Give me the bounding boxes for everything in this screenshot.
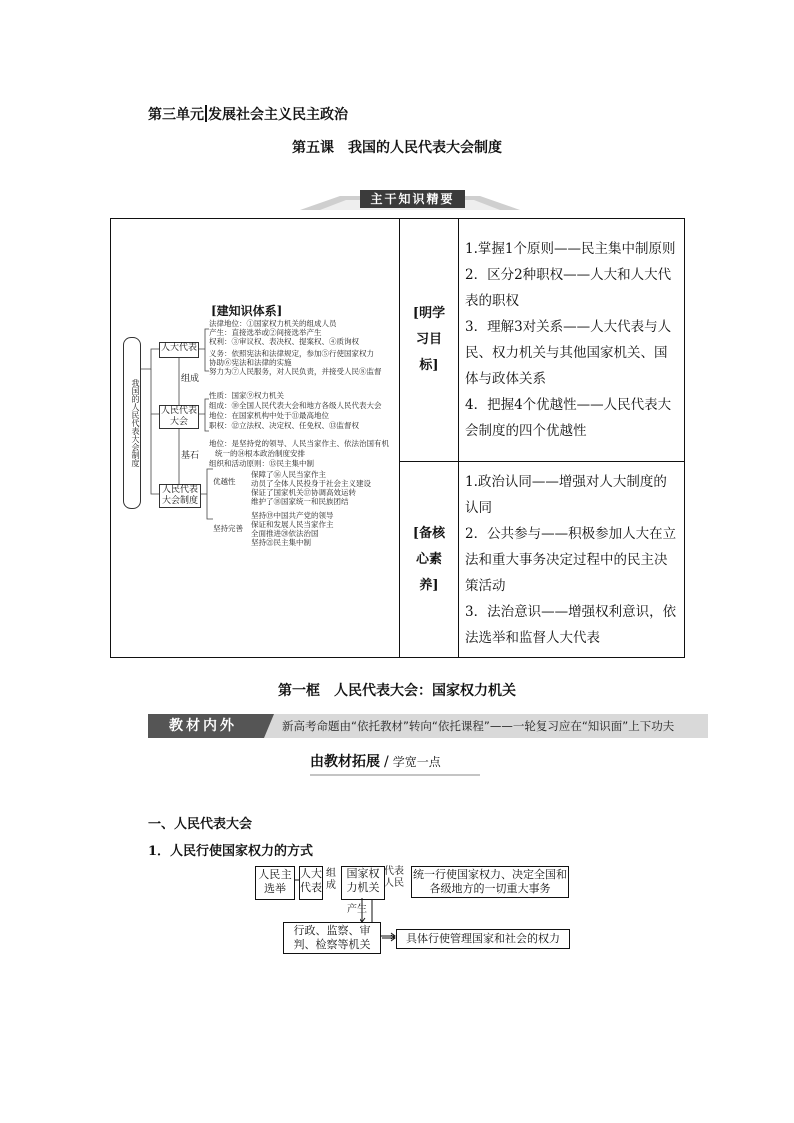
flow-deputy: 人大代表 — [299, 866, 323, 900]
divider — [205, 105, 207, 122]
textbook-banner-text: 新高考命题由“依托教材”转向“依托课程”——一轮复习应在“知识面”上下功夫 — [282, 719, 675, 733]
flow-direct-text: 主 — [280, 868, 292, 881]
goal-item: 4．把握4个优越性——人民代表大会制度的四个优越性 — [465, 397, 672, 439]
node-improve: 坚持完善 — [213, 524, 243, 533]
superiority-item-1: 保障了⑯人民当家作主 — [251, 470, 326, 479]
flow-represent-label: 代表人民 — [384, 866, 404, 889]
knowledge-system-title: [建知识体系] — [211, 304, 283, 318]
banner-title: 主干知识精要 — [360, 190, 465, 208]
deputy-item-5: 协助⑥宪法和法律的实施 — [209, 358, 292, 367]
npc-item-4: 职权：⑫立法权、决定权、任免权、⑬监督权 — [209, 421, 359, 430]
literacy-label — [400, 462, 459, 658]
node-superiority: 优越性 — [213, 477, 236, 486]
flow-people-election — [255, 866, 295, 900]
unit-number: 第三单元 — [148, 107, 204, 123]
flow-election-text: 选举 — [264, 882, 286, 895]
system-item-2: 统一的⑭根本政治制度安排 — [215, 449, 305, 458]
goals-content — [459, 219, 685, 462]
flow-compose-label: 组成 — [326, 868, 336, 891]
literacy-item: 3．法治意识——增强权利意识，依法选举和监督人大代表 — [465, 603, 677, 646]
flow-major-affairs: 统一行使国家权力、决定全国和各级地方的一切重大事务 — [411, 866, 569, 898]
extend-heading: 由教材拓展 / 学宽一点 — [310, 754, 441, 770]
flow-state-power: 国家权力机关 — [341, 866, 385, 900]
superiority-item-3: 保证了国家机关⑰协调高效运转 — [251, 488, 356, 497]
literacy-item: 1.政治认同——增强对人大制度的认同 — [465, 473, 667, 516]
superiority-item-2: 动员了全体人民投身于社会主义建设 — [251, 479, 371, 488]
improve-item-4: 坚持㉑民主集中制 — [251, 538, 311, 547]
mind-map-root: 我国的人民代表大会制度 — [123, 337, 141, 509]
link-foundation: 基石 — [181, 451, 200, 461]
literacy-label-text: [备核心素养] — [412, 525, 446, 593]
unit-heading — [148, 104, 348, 124]
flow-people-text: 人民 — [258, 868, 281, 881]
mind-map — [117, 319, 395, 559]
system-item-1: 地位：是坚持党的领导、人民当家作主、依法治国有机 — [209, 439, 389, 448]
goal-item: 1.掌握1个原则——民主集中制原则 — [465, 241, 676, 257]
extend-underline — [310, 772, 480, 778]
node-npc: 人民代表大会 — [160, 406, 197, 427]
deputy-item-4: 义务：依照宪法和法律规定，参加⑤行使国家权力 — [209, 349, 374, 358]
flow-arrows — [360, 898, 400, 958]
npc-item-1: 性质：国家⑨权力机关 — [209, 391, 284, 400]
npc-item-3: 地位：在国家机构中处于⑪最高地位 — [209, 411, 329, 420]
improve-item-1: 坚持⑲中国共产党的领导 — [251, 511, 334, 520]
system-item-3: 组织和活动原则：⑮民主集中制 — [209, 459, 314, 468]
goals-label — [400, 219, 459, 462]
textbook-tag: 教材内外 — [148, 714, 258, 738]
knowledge-system-cell — [111, 219, 400, 658]
section-title: 第一框 人民代表大会：国家权力机关 — [278, 683, 516, 699]
node-system: 人民代表大会制度 — [159, 484, 201, 508]
deputy-item-1: 法律地位：①国家权力机关的组成人员 — [209, 319, 337, 328]
literacy-content — [459, 462, 685, 658]
summary-table — [110, 218, 685, 658]
extend-subtitle: 学宽一点 — [392, 755, 441, 769]
goals-label-text: [明学习目标] — [412, 306, 446, 373]
link-compose: 组成 — [181, 374, 200, 384]
deputy-item-3: 权利：③审议权、表决权、提案权、④质询权 — [209, 337, 359, 346]
deputy-item-6: 努力为⑦人民服务，对人民负责，并接受人民⑧监督 — [209, 367, 382, 376]
lesson-title: 第五课 我国的人民代表大会制度 — [292, 140, 502, 156]
deputy-item-2: 产生：直接选举或②间接选举产生 — [209, 328, 322, 337]
flow-produce-label: 产生 — [347, 904, 367, 915]
improve-item-3: 全面推进⑳依法治国 — [251, 529, 319, 538]
extend-title: 由教材拓展 — [310, 754, 380, 770]
npc-item-2: 组成：⑩全国人民代表大会和地方各级人民代表大会 — [209, 401, 382, 410]
node-deputy: 人大代表 — [159, 342, 199, 358]
unit-title: 发展社会主义民主政治 — [208, 107, 348, 123]
improve-item-2: 保证和发展人民当家作主 — [251, 520, 334, 529]
flow-specific-power: 具体行使管理国家和社会的权力 — [396, 929, 570, 949]
goal-item: 2．区分2种职权——人大和人大代表的职权 — [465, 267, 672, 309]
goal-item: 3．理解3对关系——人大代表与人民、权力机关与其他国家机关、国体与政体关系 — [465, 319, 672, 387]
tag-slant — [258, 714, 274, 738]
heading-npc: 一、人民代表大会 — [148, 817, 253, 832]
literacy-item: 2．公共参与——积极参加人大在立法和重大事务决定过程中的民主决策活动 — [465, 525, 677, 594]
superiority-item-4: 维护了⑱国家统一和民族团结 — [251, 497, 349, 506]
flow-other-organs: 行政、监察、审判、检察等机关 — [283, 922, 381, 954]
heading-power-method: 1．人民行使国家权力的方式 — [148, 844, 314, 859]
